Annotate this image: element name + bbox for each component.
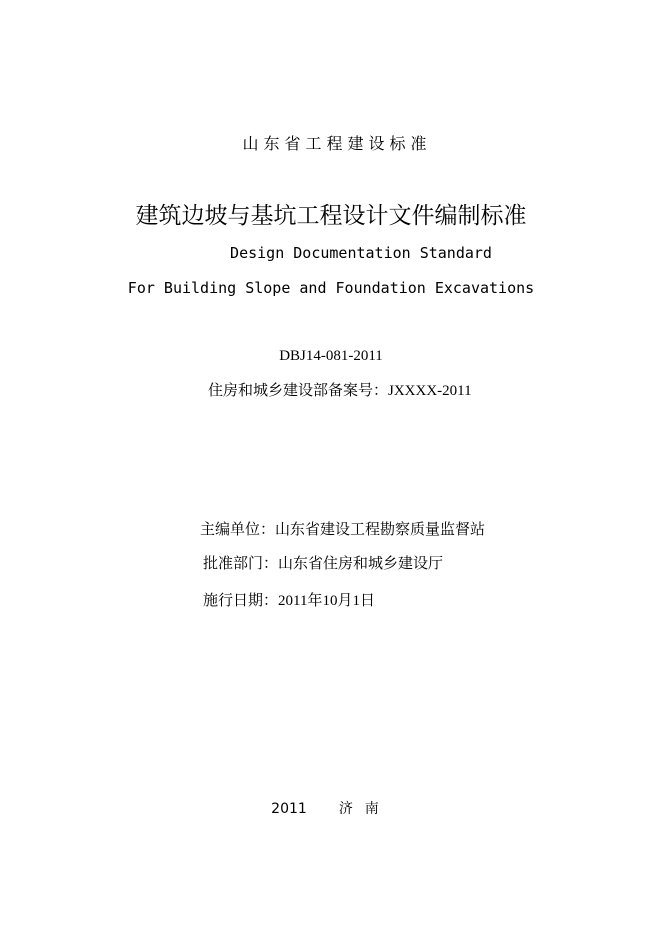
- approval-department: [203, 557, 443, 572]
- document-title-english-line1: Design Documentation Standard: [230, 244, 492, 262]
- record-number: 住房和城乡建设部备案号：JXXXX-2011: [208, 383, 472, 399]
- effective-date: [203, 594, 375, 609]
- chief-editor-unit: [200, 523, 485, 538]
- publication-footer: [0, 802, 662, 816]
- chief-editor-label: 主编单位：: [200, 522, 276, 538]
- chief-editor-value: 山东省建设工程勘察质量监督站: [275, 522, 486, 538]
- approval-department-value: 山东省住房和城乡建设厅: [278, 556, 444, 572]
- document-title-chinese: 建筑边坡与基坑工程设计文件编制标准: [135, 203, 527, 229]
- approval-department-label: 批准部门：: [203, 556, 279, 572]
- effective-date-label: 施行日期：: [203, 593, 279, 609]
- publication-year: 2011: [271, 801, 307, 817]
- document-title-english-line2: For Building Slope and Foundation Excavations: [127, 279, 535, 297]
- effective-date-value: 2011年10月1日: [278, 593, 375, 609]
- standard-series-heading: 山东省工程建设标准: [242, 134, 432, 153]
- publication-city: 济南: [338, 801, 391, 817]
- standard-code: DBJ14-081-2011: [279, 348, 383, 364]
